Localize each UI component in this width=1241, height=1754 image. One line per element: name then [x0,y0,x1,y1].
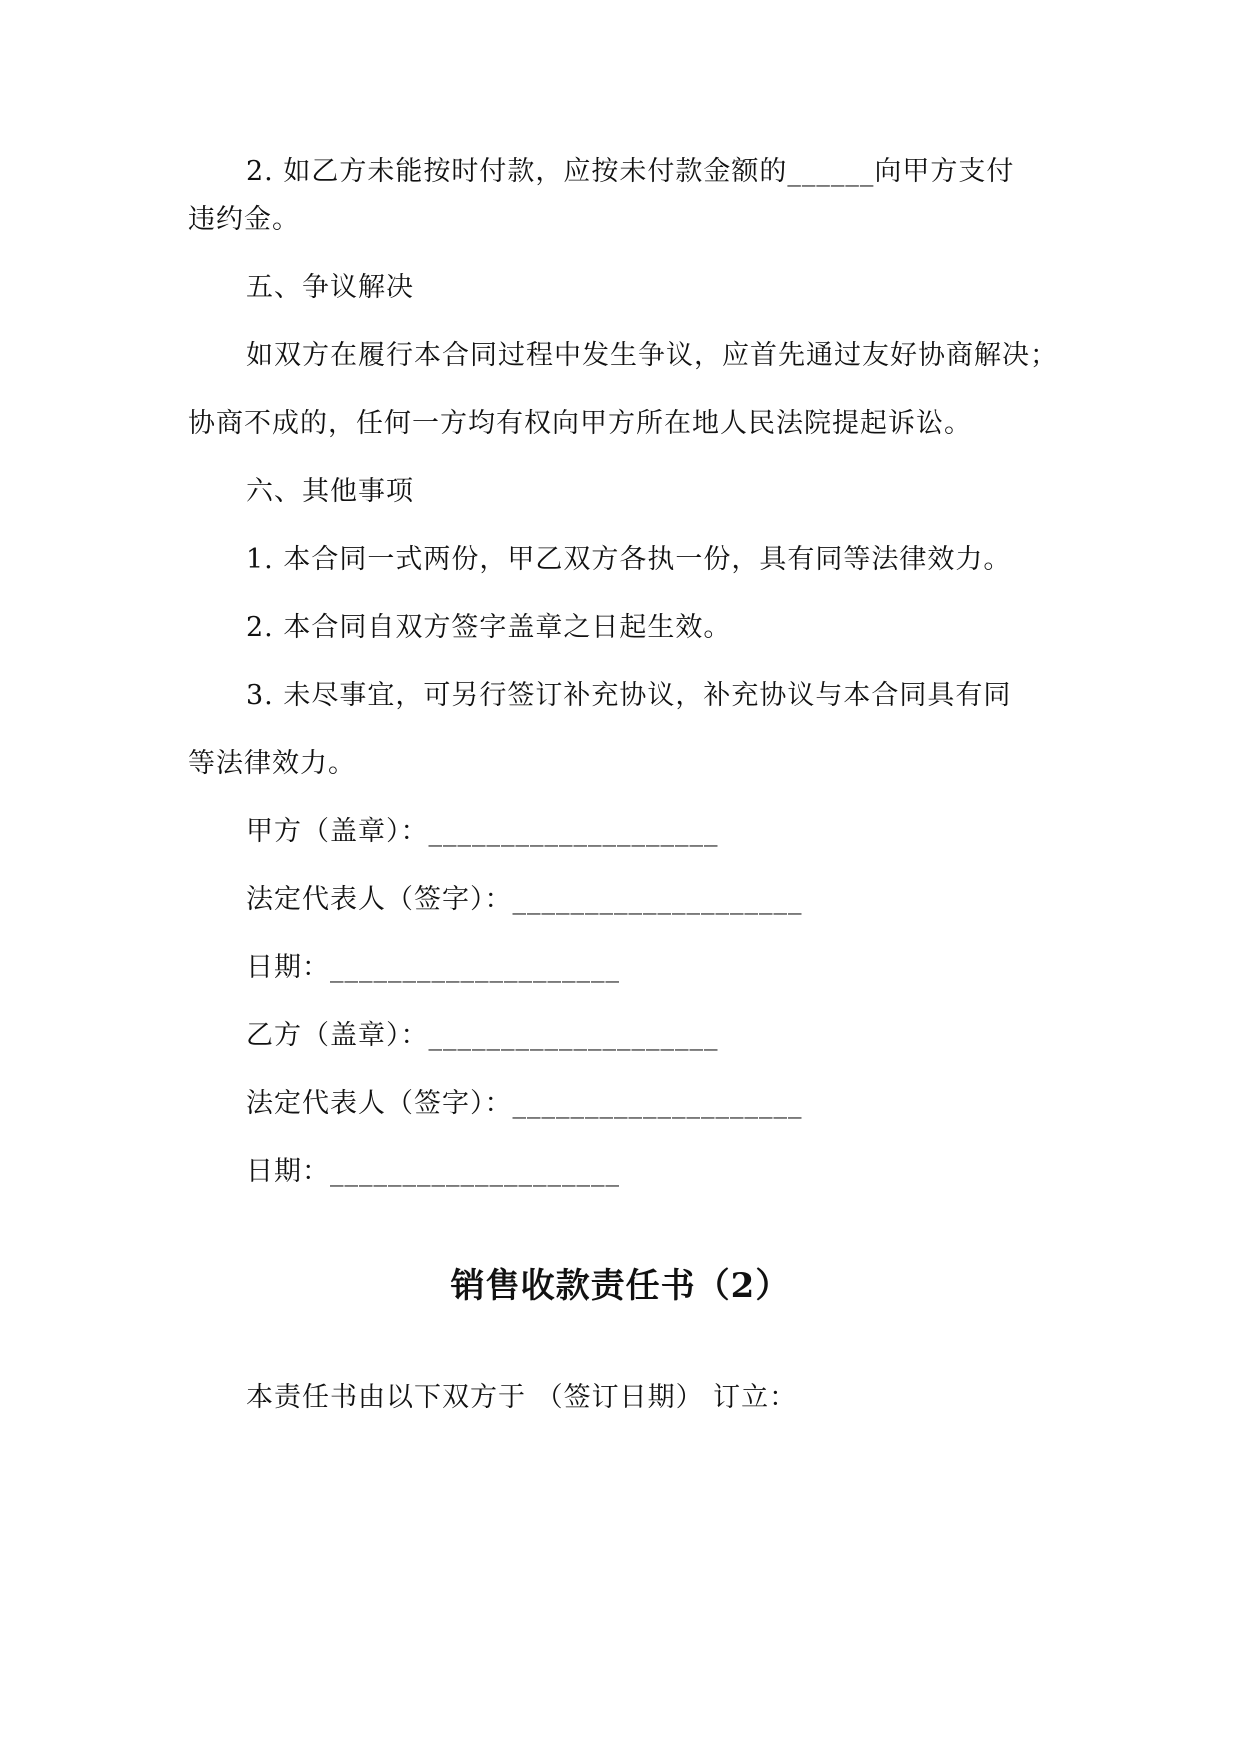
second-document-title: 销售收款责任书（2） [450,1266,791,1306]
signature-party-a-seal: 甲方（盖章）：____________________ [246,816,719,847]
signature-party-a-representative: 法定代表人（签字）：____________________ [246,884,803,915]
dispute-paragraph-line1: 如双方在履行本合同过程中发生争议，应首先通过友好协商解决； [246,340,1058,371]
clause-4-2-line2: 违约金。 [188,204,300,235]
signature-party-a-date: 日期：____________________ [246,952,620,983]
clause-6-1: 1. 本合同一式两份，甲乙双方各执一份，具有同等法律效力。 [246,544,1012,575]
signature-party-b-representative: 法定代表人（签字）：____________________ [246,1088,803,1119]
section-heading-other: 六、其他事项 [246,476,414,507]
section-heading-dispute: 五、争议解决 [246,272,414,303]
signature-party-b-seal: 乙方（盖章）：____________________ [246,1020,719,1051]
clause-6-3-line2: 等法律效力。 [188,748,356,779]
dispute-paragraph-line2: 协商不成的，任何一方均有权向甲方所在地人民法院提起诉讼。 [188,408,972,439]
clause-6-3-line1: 3. 未尽事宜，可另行签订补充协议，补充协议与本合同具有同 [246,680,1012,711]
second-document-intro: 本责任书由以下双方于 （签订日期） 订立： [246,1382,798,1413]
signature-party-b-date: 日期：____________________ [246,1156,620,1187]
clause-6-2: 2. 本合同自双方签字盖章之日起生效。 [246,612,732,643]
clause-4-2-line1: 2. 如乙方未能按时付款，应按未付款金额的______向甲方支付 [246,156,1015,187]
